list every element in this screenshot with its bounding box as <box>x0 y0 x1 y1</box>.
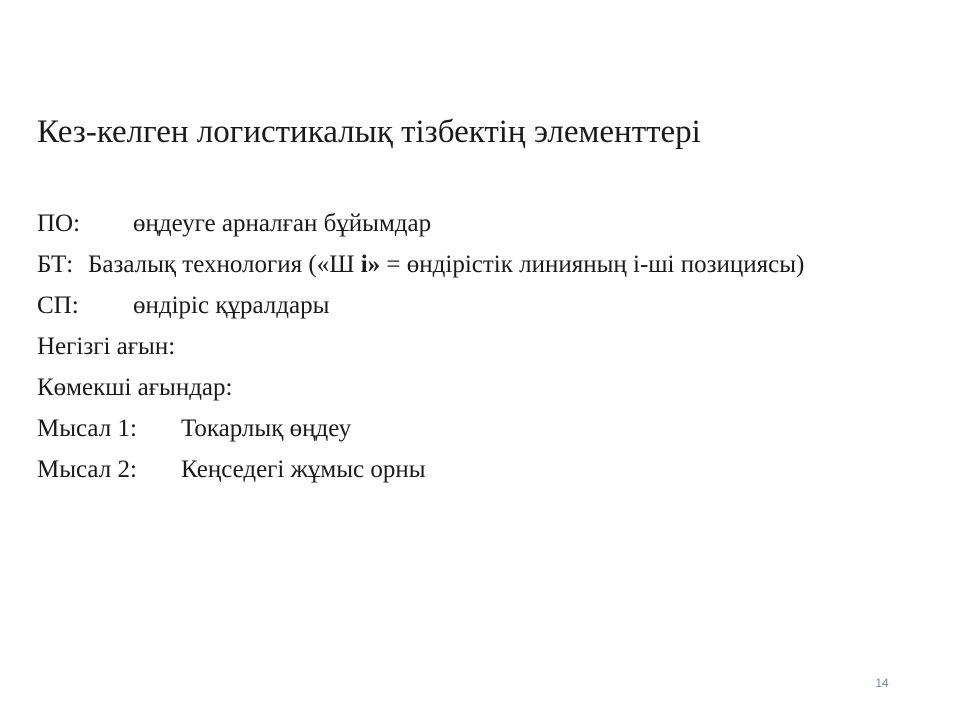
line-sp <box>37 290 907 321</box>
aux-flows-line: Көмекші ағындар: <box>37 374 233 401</box>
example-1-label: Мысал 1: <box>37 415 137 442</box>
sp-label: СП: <box>37 292 79 319</box>
line-example-1 <box>37 413 907 444</box>
example-2-text: Кеңседегі жұмыс орны <box>181 456 426 483</box>
slide-body <box>37 208 907 495</box>
example-1-text: Токарлық өңдеу <box>181 415 352 442</box>
slide-title: Кез-келген логистикалық тізбектің элементтері <box>37 114 701 150</box>
bt-label: БТ: <box>37 251 74 278</box>
line-example-2 <box>37 454 907 485</box>
po-label: ПО: <box>37 210 81 237</box>
example-2-label: Мысал 2: <box>37 456 137 483</box>
bt-text <box>88 249 907 280</box>
line-po <box>37 208 907 239</box>
bt-text-b: = өндірістік линияның i-ші позициясы) <box>380 251 805 278</box>
page-number: 14 <box>875 676 889 690</box>
main-flow-line: Негізгі ағын: <box>37 333 176 360</box>
line-bt <box>37 249 907 280</box>
po-text: өңдеуге арналған бұйымдар <box>133 210 432 237</box>
bt-text-bold: i» <box>360 251 381 278</box>
sp-text: өндіріс құралдары <box>133 292 330 319</box>
bt-text-a: Базалық технология («Ш <box>88 251 361 278</box>
